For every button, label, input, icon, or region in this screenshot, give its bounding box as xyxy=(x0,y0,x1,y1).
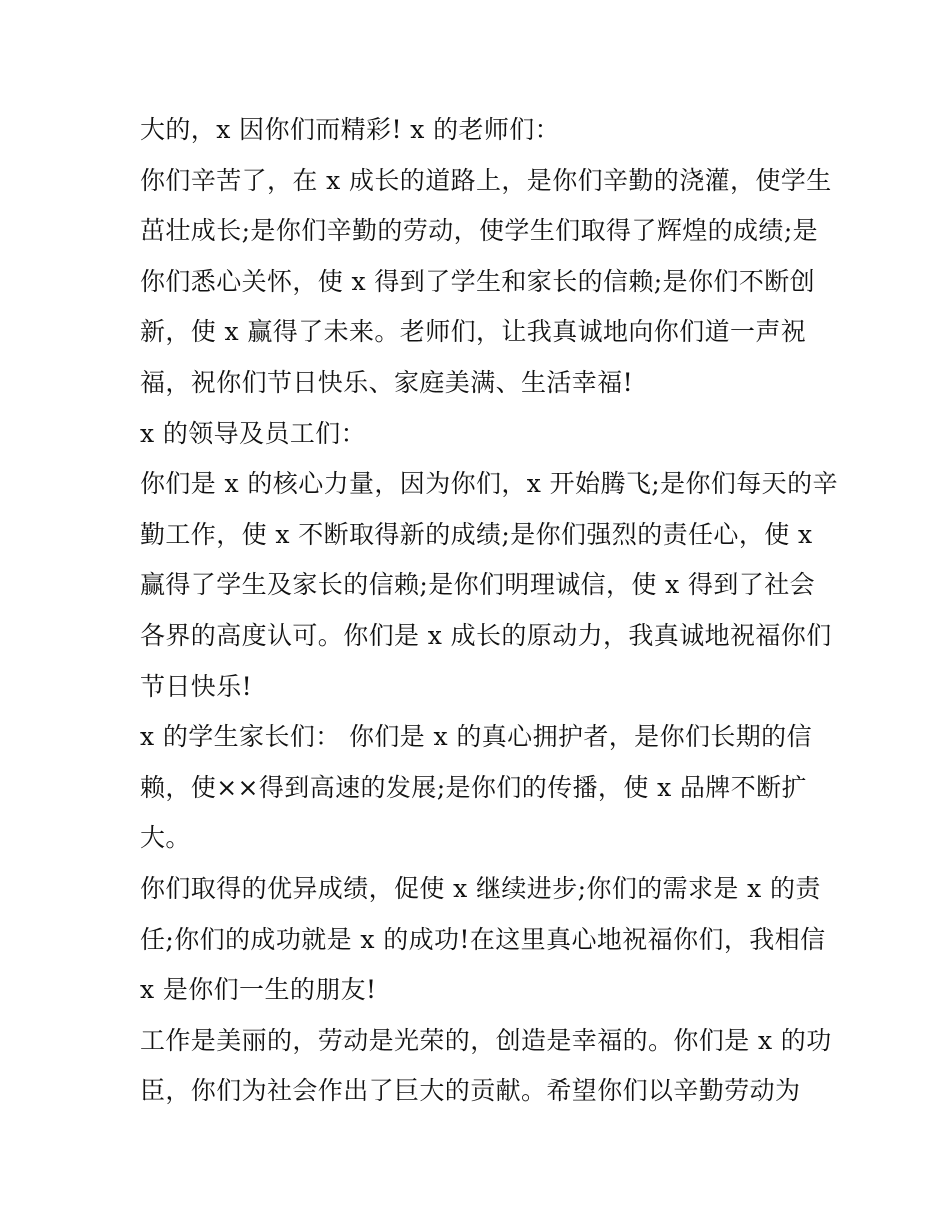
text-line: 你们取得的优异成绩，促使 x 继续进步;你们的需求是 x 的责 xyxy=(140,873,821,903)
document-body xyxy=(140,105,838,1117)
text-line: 大。 xyxy=(140,823,191,853)
text-line: 茁壮成长;是你们辛勤的劳动，使学生们取得了辉煌的成绩;是 xyxy=(140,216,819,246)
text-line: 赢得了学生及家长的信赖;是你们明理诚信，使 x 得到了社会 xyxy=(140,570,816,600)
text-line: x 是你们一生的朋友! xyxy=(140,975,377,1005)
text-line: 任;你们的成功就是 x 的成功!在这里真心地祝福你们，我相信 xyxy=(140,924,826,954)
text-line: 你们辛苦了，在 x 成长的道路上，是你们辛勤的浇灌，使学生 xyxy=(140,165,832,195)
text-line: 勤工作，使 x 不断取得新的成绩;是你们强烈的责任心，使 x xyxy=(140,519,813,549)
text-line: 节日快乐! xyxy=(140,671,253,701)
text-line: 赖，使××得到高速的发展;是你们的传播，使 x 品牌不断扩 xyxy=(140,772,807,802)
text-line: x 的领导及员工们： xyxy=(140,418,367,448)
text-line: x 的学生家长们： 你们是 x 的真心拥护者，是你们长期的信 xyxy=(140,722,812,752)
text-line: 大的，x 因你们而精彩! x 的老师们： xyxy=(140,115,561,144)
text-line: 福，祝你们节日快乐、家庭美满、生活幸福! xyxy=(140,367,634,397)
text-line: 各界的高度认可。你们是 x 成长的原动力，我真诚地祝福你们 xyxy=(140,620,832,650)
text-line: 你们悉心关怀，使 x 得到了学生和家长的信赖;是你们不断创 xyxy=(140,266,816,296)
text-line: 你们是 x 的核心力量，因为你们，x 开始腾飞;是你们每天的辛 xyxy=(140,469,838,499)
text-line: 工作是美丽的，劳动是光荣的，创造是幸福的。你们是 x 的功 xyxy=(140,1025,832,1055)
text-line: 新，使 x 赢得了未来。老师们，让我真诚地向你们道一声祝 xyxy=(140,317,807,347)
text-line: 臣，你们为社会作出了巨大的贡献。希望你们以辛勤劳动为 xyxy=(140,1076,801,1106)
